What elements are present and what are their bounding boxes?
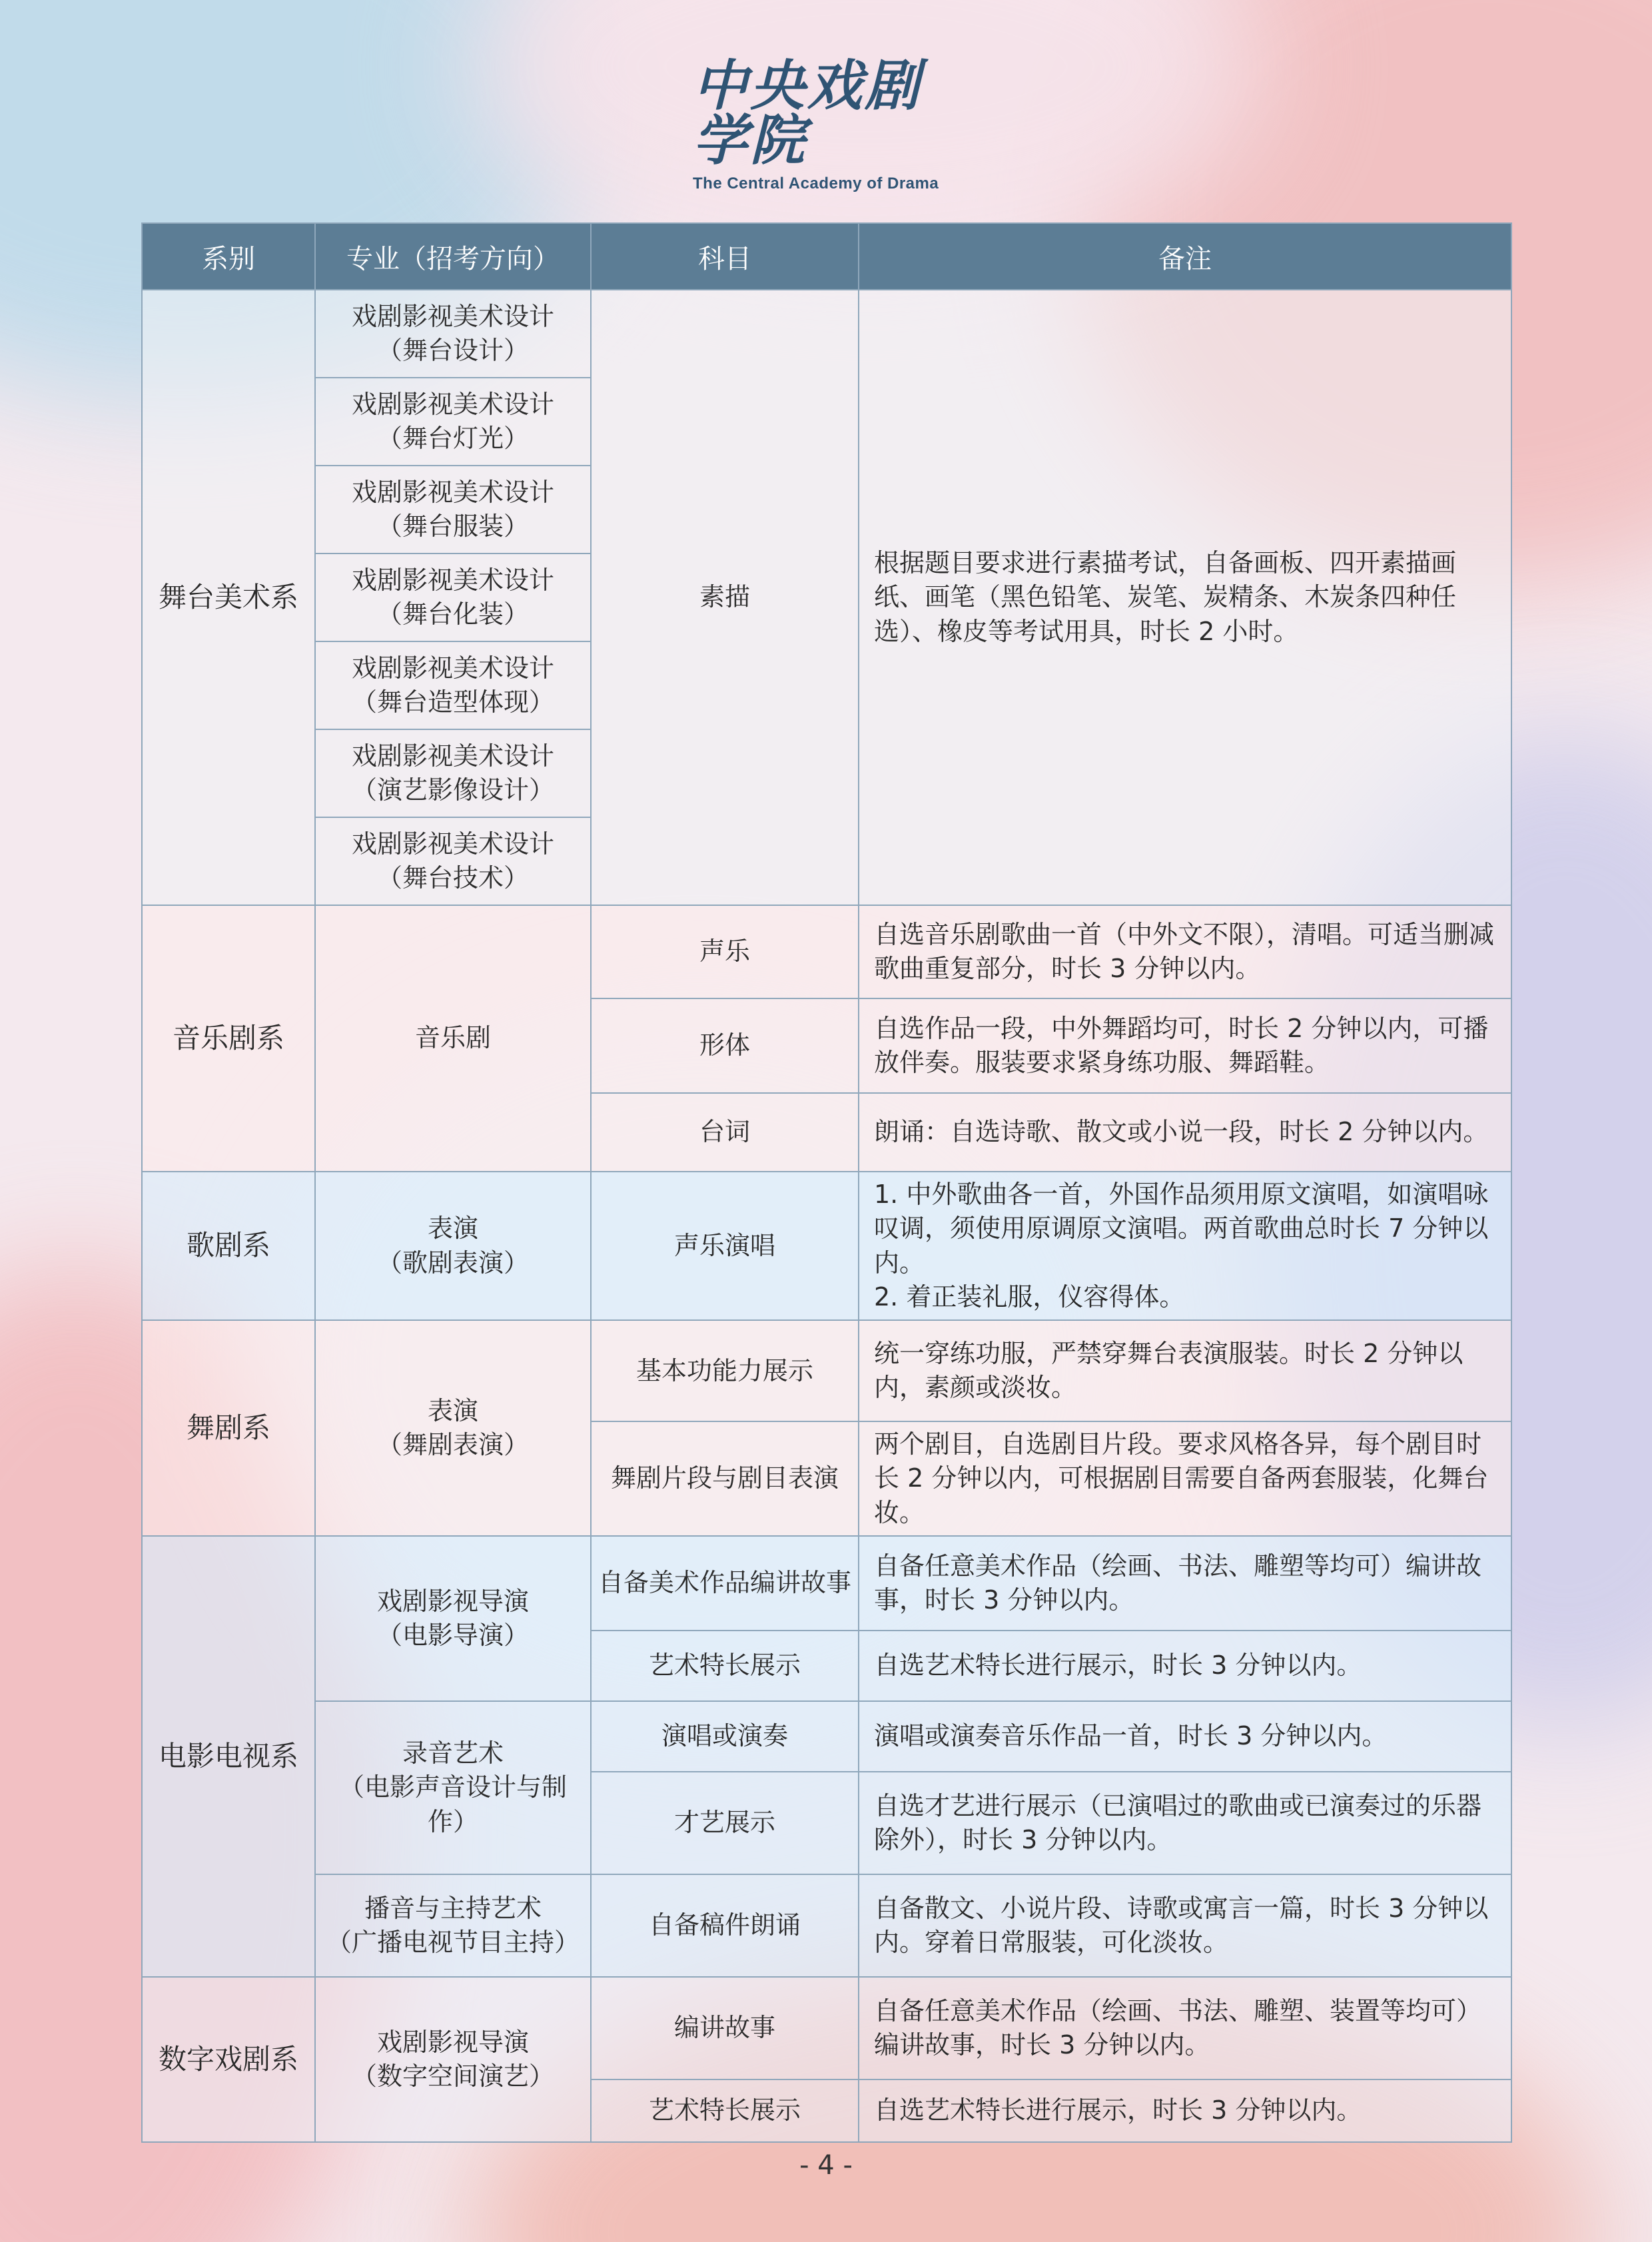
subject-cell: 编讲故事 — [591, 1977, 859, 2079]
major-cell: 表演 （歌剧表演） — [315, 1172, 591, 1320]
note-cell: 自备任意美术作品（绘画、书法、雕塑、装置等均可）编讲故事，时长 3 分钟以内。 — [859, 1977, 1511, 2079]
subject-cell: 形体 — [591, 998, 859, 1093]
subject-cell: 艺术特长展示 — [591, 1631, 859, 1701]
subject-cell: 台词 — [591, 1093, 859, 1172]
subject-cell: 才艺展示 — [591, 1772, 859, 1874]
subject-cell: 自备稿件朗诵 — [591, 1874, 859, 1977]
subject-cell: 声乐演唱 — [591, 1172, 859, 1320]
header-subject: 科目 — [591, 223, 859, 290]
major-cell: 戏剧影视美术设计 （舞台化装） — [315, 554, 591, 641]
subject-cell: 艺术特长展示 — [591, 2079, 859, 2142]
table-row — [142, 290, 1511, 378]
note-cell: 自备任意美术作品（绘画、书法、雕塑等均可）编讲故事，时长 3 分钟以内。 — [859, 1536, 1511, 1631]
note-cell: 自备散文、小说片段、诗歌或寓言一篇，时长 3 分钟以内。穿着日常服装，可化淡妆。 — [859, 1874, 1511, 1977]
exam-subjects-table — [141, 222, 1512, 2143]
subject-cell: 基本功能力展示 — [591, 1320, 859, 1421]
note-cell: 1. 中外歌曲各一首，外国作品须用原文演唱，如演唱咏叹调，须使用原调原文演唱。两首歌曲总时长 7 分钟以内。 2. 着正装礼服，仪容得体。 — [859, 1172, 1511, 1320]
major-cell: 戏剧影视美术设计 （舞台灯光） — [315, 378, 591, 466]
logo-english-name: The Central Academy of Drama — [693, 175, 939, 192]
major-cell: 戏剧影视美术设计 （舞台技术） — [315, 817, 591, 905]
table-row — [142, 1977, 1511, 2079]
page-number: - 4 - — [799, 2150, 853, 2181]
note-cell: 朗诵：自选诗歌、散文或小说一段，时长 2 分钟以内。 — [859, 1093, 1511, 1172]
major-cell: 音乐剧 — [315, 905, 591, 1172]
major-cell: 播音与主持艺术 （广播电视节目主持） — [315, 1874, 591, 1977]
table-row — [142, 905, 1511, 998]
note-cell: 自选艺术特长进行展示，时长 3 分钟以内。 — [859, 1631, 1511, 1701]
major-cell: 戏剧影视美术设计 （舞台造型体现） — [315, 641, 591, 729]
note-cell: 自选作品一段，中外舞蹈均可，时长 2 分钟以内，可播放伴奏。服装要求紧身练功服、舞蹈鞋。 — [859, 998, 1511, 1093]
table-row — [142, 1320, 1511, 1421]
department-cell: 舞台美术系 — [142, 290, 315, 905]
subject-cell: 自备美术作品编讲故事 — [591, 1536, 859, 1631]
department-cell: 舞剧系 — [142, 1320, 315, 1536]
department-cell: 数字戏剧系 — [142, 1977, 315, 2142]
table-row — [142, 1172, 1511, 1320]
note-cell: 根据题目要求进行素描考试，自备画板、四开素描画纸、画笔（黑色铅笔、炭笔、炭精条、木炭条四种任选）、橡皮等考试用具，时长 2 小时。 — [859, 290, 1511, 905]
major-cell: 表演 （舞剧表演） — [315, 1320, 591, 1536]
note-cell: 演唱或演奏音乐作品一首，时长 3 分钟以内。 — [859, 1701, 1511, 1772]
department-cell: 歌剧系 — [142, 1172, 315, 1320]
note-cell: 两个剧目，自选剧目片段。要求风格各异，每个剧目时长 2 分钟以内，可根据剧目需要自备两套服装，化舞台妆。 — [859, 1421, 1511, 1536]
note-cell: 自选才艺进行展示（已演唱过的歌曲或已演奏过的乐器除外），时长 3 分钟以内。 — [859, 1772, 1511, 1874]
subject-cell: 素描 — [591, 290, 859, 905]
department-cell: 电影电视系 — [142, 1536, 315, 1977]
table-row — [142, 1536, 1511, 1631]
major-cell: 戏剧影视美术设计 （演艺影像设计） — [315, 729, 591, 817]
header-major: 专业（招考方向） — [315, 223, 591, 290]
subject-cell: 舞剧片段与剧目表演 — [591, 1421, 859, 1536]
header-notes: 备注 — [859, 223, 1511, 290]
department-cell: 音乐剧系 — [142, 905, 315, 1172]
table-header-row — [142, 223, 1511, 290]
major-cell: 戏剧影视导演 （电影导演） — [315, 1536, 591, 1701]
table-row — [142, 1874, 1511, 1977]
table-row — [142, 1701, 1511, 1772]
header-department: 系别 — [142, 223, 315, 290]
major-cell: 戏剧影视美术设计 （舞台服装） — [315, 466, 591, 554]
logo-chinese-name: 中央戏剧学院 — [693, 54, 922, 173]
note-cell: 自选艺术特长进行展示，时长 3 分钟以内。 — [859, 2079, 1511, 2142]
subject-cell: 声乐 — [591, 905, 859, 998]
academy-logo — [693, 54, 959, 193]
note-cell: 统一穿练功服，严禁穿舞台表演服装。时长 2 分钟以内，素颜或淡妆。 — [859, 1320, 1511, 1421]
major-cell: 戏剧影视美术设计 （舞台设计） — [315, 290, 591, 378]
note-cell: 自选音乐剧歌曲一首（中外文不限），清唱。可适当删减歌曲重复部分，时长 3 分钟以内。 — [859, 905, 1511, 998]
subject-cell: 演唱或演奏 — [591, 1701, 859, 1772]
major-cell: 录音艺术 （电影声音设计与制作） — [315, 1701, 591, 1874]
major-cell: 戏剧影视导演 （数字空间演艺） — [315, 1977, 591, 2142]
